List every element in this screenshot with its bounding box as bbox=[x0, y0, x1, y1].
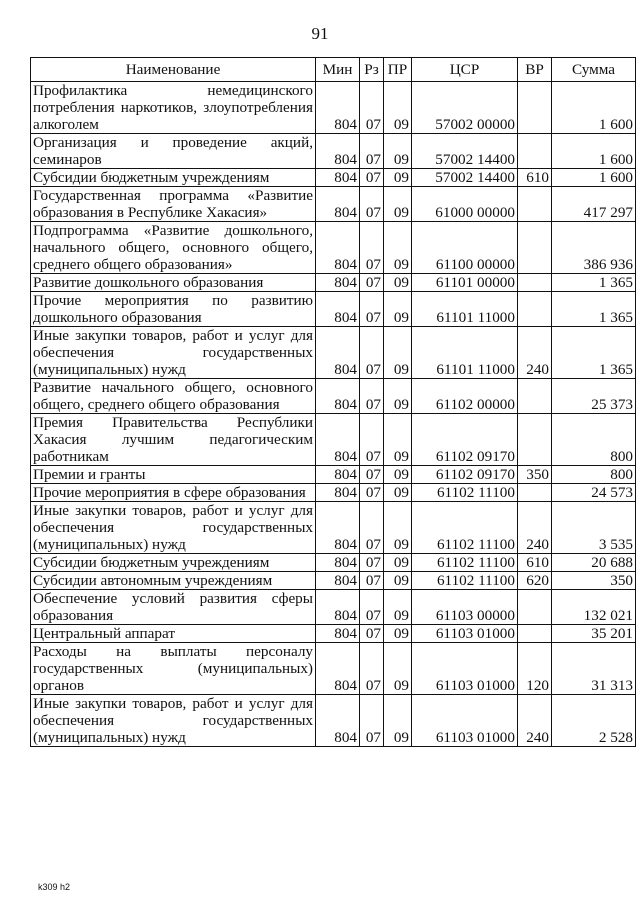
table-row bbox=[31, 379, 636, 414]
cell-min: 804 bbox=[316, 169, 360, 187]
cell-vr: 120 bbox=[518, 643, 552, 695]
cell-sum: 1 365 bbox=[552, 327, 636, 379]
header-min: Мин bbox=[316, 58, 360, 82]
cell-sum: 800 bbox=[552, 414, 636, 466]
cell-rz: 07 bbox=[360, 554, 384, 572]
table-row bbox=[31, 187, 636, 222]
cell-vr bbox=[518, 379, 552, 414]
cell-vr bbox=[518, 292, 552, 327]
cell-name: Организация и проведение акций, семинаров bbox=[31, 134, 316, 169]
cell-name: Субсидии бюджетным учреждениям bbox=[31, 554, 316, 572]
cell-name: Субсидии бюджетным учреждениям bbox=[31, 169, 316, 187]
table-row bbox=[31, 414, 636, 466]
table-row bbox=[31, 484, 636, 502]
cell-vr bbox=[518, 222, 552, 274]
cell-sum: 24 573 bbox=[552, 484, 636, 502]
cell-csr: 57002 00000 bbox=[412, 82, 518, 134]
cell-pr: 09 bbox=[384, 625, 412, 643]
cell-min: 804 bbox=[316, 625, 360, 643]
cell-name: Премии и гранты bbox=[31, 466, 316, 484]
cell-min: 804 bbox=[316, 590, 360, 625]
cell-sum: 1 365 bbox=[552, 292, 636, 327]
cell-pr: 09 bbox=[384, 187, 412, 222]
cell-min: 804 bbox=[316, 222, 360, 274]
footer-code: k309 h2 bbox=[38, 882, 71, 892]
header-vr: ВР bbox=[518, 58, 552, 82]
cell-rz: 07 bbox=[360, 292, 384, 327]
cell-sum: 800 bbox=[552, 466, 636, 484]
cell-csr: 61103 01000 bbox=[412, 625, 518, 643]
cell-csr: 61103 00000 bbox=[412, 590, 518, 625]
cell-name: Государственная программа «Развитие образования в Республике Хакасия» bbox=[31, 187, 316, 222]
cell-rz: 07 bbox=[360, 169, 384, 187]
cell-name: Премия Правительства Республики Хакасия лучшим педагогическим работникам bbox=[31, 414, 316, 466]
table-row bbox=[31, 590, 636, 625]
cell-min: 804 bbox=[316, 187, 360, 222]
cell-vr bbox=[518, 274, 552, 292]
table-row bbox=[31, 643, 636, 695]
cell-name: Прочие мероприятия в сфере образования bbox=[31, 484, 316, 502]
cell-vr bbox=[518, 134, 552, 169]
cell-sum: 25 373 bbox=[552, 379, 636, 414]
cell-sum: 1 600 bbox=[552, 169, 636, 187]
cell-rz: 07 bbox=[360, 274, 384, 292]
cell-name: Иные закупки товаров, работ и услуг для обеспечения государственных (муниципальных) нужд bbox=[31, 327, 316, 379]
cell-min: 804 bbox=[316, 134, 360, 169]
cell-pr: 09 bbox=[384, 554, 412, 572]
header-name: Наименование bbox=[31, 58, 316, 82]
cell-csr: 61102 09170 bbox=[412, 414, 518, 466]
cell-csr: 61000 00000 bbox=[412, 187, 518, 222]
cell-csr: 61100 00000 bbox=[412, 222, 518, 274]
cell-min: 804 bbox=[316, 643, 360, 695]
cell-vr: 240 bbox=[518, 327, 552, 379]
table-body bbox=[31, 82, 636, 747]
cell-sum: 35 201 bbox=[552, 625, 636, 643]
cell-min: 804 bbox=[316, 502, 360, 554]
cell-vr bbox=[518, 625, 552, 643]
table-row bbox=[31, 222, 636, 274]
header-sum: Сумма bbox=[552, 58, 636, 82]
cell-min: 804 bbox=[316, 82, 360, 134]
cell-rz: 07 bbox=[360, 82, 384, 134]
cell-name: Прочие мероприятия по развитию дошкольного образования bbox=[31, 292, 316, 327]
cell-pr: 09 bbox=[384, 222, 412, 274]
cell-vr: 240 bbox=[518, 695, 552, 747]
cell-vr: 240 bbox=[518, 502, 552, 554]
cell-pr: 09 bbox=[384, 590, 412, 625]
table-row bbox=[31, 327, 636, 379]
cell-rz: 07 bbox=[360, 466, 384, 484]
cell-rz: 07 bbox=[360, 625, 384, 643]
cell-pr: 09 bbox=[384, 466, 412, 484]
cell-vr bbox=[518, 82, 552, 134]
table-row bbox=[31, 82, 636, 134]
table-header-row bbox=[31, 58, 636, 82]
cell-sum: 132 021 bbox=[552, 590, 636, 625]
header-pr: ПР bbox=[384, 58, 412, 82]
budget-table bbox=[30, 57, 636, 747]
cell-sum: 1 600 bbox=[552, 134, 636, 169]
cell-pr: 09 bbox=[384, 572, 412, 590]
cell-pr: 09 bbox=[384, 327, 412, 379]
table-row bbox=[31, 572, 636, 590]
cell-name: Обеспечение условий развития сферы образования bbox=[31, 590, 316, 625]
cell-name: Иные закупки товаров, работ и услуг для обеспечения государственных (муниципальных) нужд bbox=[31, 502, 316, 554]
cell-csr: 61103 01000 bbox=[412, 643, 518, 695]
cell-pr: 09 bbox=[384, 414, 412, 466]
cell-min: 804 bbox=[316, 414, 360, 466]
cell-min: 804 bbox=[316, 466, 360, 484]
cell-min: 804 bbox=[316, 695, 360, 747]
cell-pr: 09 bbox=[384, 695, 412, 747]
cell-sum: 2 528 bbox=[552, 695, 636, 747]
table-row bbox=[31, 274, 636, 292]
table-row bbox=[31, 466, 636, 484]
header-rz: Рз bbox=[360, 58, 384, 82]
cell-name: Профилактика немедицинского потребления наркотиков, злоупотребления алкоголем bbox=[31, 82, 316, 134]
cell-vr: 620 bbox=[518, 572, 552, 590]
cell-rz: 07 bbox=[360, 187, 384, 222]
cell-sum: 31 313 bbox=[552, 643, 636, 695]
cell-pr: 09 bbox=[384, 274, 412, 292]
cell-pr: 09 bbox=[384, 169, 412, 187]
cell-csr: 61102 11100 bbox=[412, 502, 518, 554]
cell-name: Развитие дошкольного образования bbox=[31, 274, 316, 292]
table-row bbox=[31, 292, 636, 327]
header-csr: ЦСР bbox=[412, 58, 518, 82]
cell-name: Иные закупки товаров, работ и услуг для обеспечения государственных (муниципальных) нужд bbox=[31, 695, 316, 747]
cell-rz: 07 bbox=[360, 327, 384, 379]
cell-pr: 09 bbox=[384, 502, 412, 554]
table-row bbox=[31, 169, 636, 187]
cell-min: 804 bbox=[316, 327, 360, 379]
table-row bbox=[31, 502, 636, 554]
cell-csr: 61101 00000 bbox=[412, 274, 518, 292]
cell-min: 804 bbox=[316, 379, 360, 414]
table-row bbox=[31, 625, 636, 643]
cell-rz: 07 bbox=[360, 134, 384, 169]
cell-sum: 350 bbox=[552, 572, 636, 590]
cell-csr: 61102 09170 bbox=[412, 466, 518, 484]
cell-sum: 1 365 bbox=[552, 274, 636, 292]
cell-name: Подпрограмма «Развитие дошкольного, начального общего, основного общего, среднего общего образования» bbox=[31, 222, 316, 274]
cell-pr: 09 bbox=[384, 82, 412, 134]
cell-vr bbox=[518, 187, 552, 222]
cell-rz: 07 bbox=[360, 484, 384, 502]
cell-sum: 417 297 bbox=[552, 187, 636, 222]
cell-name: Субсидии автономным учреждениям bbox=[31, 572, 316, 590]
cell-min: 804 bbox=[316, 554, 360, 572]
cell-csr: 61101 11000 bbox=[412, 327, 518, 379]
cell-name: Центральный аппарат bbox=[31, 625, 316, 643]
cell-csr: 61102 11100 bbox=[412, 554, 518, 572]
cell-vr bbox=[518, 414, 552, 466]
cell-pr: 09 bbox=[384, 643, 412, 695]
page-number: 91 bbox=[311, 24, 329, 43]
cell-vr bbox=[518, 484, 552, 502]
cell-sum: 3 535 bbox=[552, 502, 636, 554]
cell-vr: 610 bbox=[518, 554, 552, 572]
cell-pr: 09 bbox=[384, 484, 412, 502]
cell-rz: 07 bbox=[360, 695, 384, 747]
cell-rz: 07 bbox=[360, 572, 384, 590]
cell-csr: 61102 11100 bbox=[412, 484, 518, 502]
cell-csr: 61102 00000 bbox=[412, 379, 518, 414]
cell-csr: 57002 14400 bbox=[412, 169, 518, 187]
cell-rz: 07 bbox=[360, 590, 384, 625]
cell-vr: 350 bbox=[518, 466, 552, 484]
cell-csr: 61103 01000 bbox=[412, 695, 518, 747]
cell-rz: 07 bbox=[360, 414, 384, 466]
cell-rz: 07 bbox=[360, 502, 384, 554]
cell-rz: 07 bbox=[360, 643, 384, 695]
cell-rz: 07 bbox=[360, 222, 384, 274]
cell-sum: 386 936 bbox=[552, 222, 636, 274]
cell-sum: 20 688 bbox=[552, 554, 636, 572]
cell-name: Расходы на выплаты персоналу государственных (муниципальных) органов bbox=[31, 643, 316, 695]
cell-name: Развитие начального общего, основного общего, среднего общего образования bbox=[31, 379, 316, 414]
table-row bbox=[31, 554, 636, 572]
table-row bbox=[31, 695, 636, 747]
cell-min: 804 bbox=[316, 292, 360, 327]
cell-csr: 61102 11100 bbox=[412, 572, 518, 590]
cell-csr: 61101 11000 bbox=[412, 292, 518, 327]
cell-pr: 09 bbox=[384, 134, 412, 169]
cell-min: 804 bbox=[316, 274, 360, 292]
table-row bbox=[31, 134, 636, 169]
cell-vr: 610 bbox=[518, 169, 552, 187]
cell-pr: 09 bbox=[384, 379, 412, 414]
cell-sum: 1 600 bbox=[552, 82, 636, 134]
cell-pr: 09 bbox=[384, 292, 412, 327]
cell-vr bbox=[518, 590, 552, 625]
cell-rz: 07 bbox=[360, 379, 384, 414]
cell-min: 804 bbox=[316, 572, 360, 590]
cell-csr: 57002 14400 bbox=[412, 134, 518, 169]
cell-min: 804 bbox=[316, 484, 360, 502]
